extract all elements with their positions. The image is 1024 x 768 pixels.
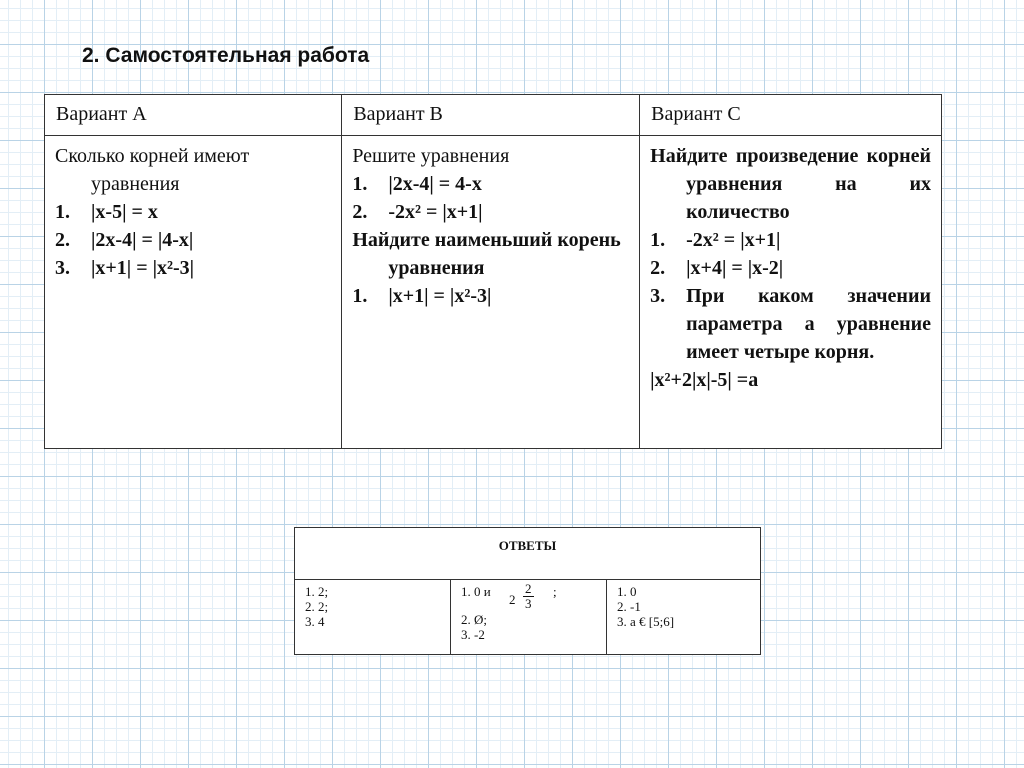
variants-header-row <box>45 95 942 136</box>
variant-b-intro: Решите уравнения <box>352 145 510 167</box>
variant-a-equations <box>55 198 331 282</box>
fraction: $\frac{2}{3}$ <box>525 581 532 611</box>
answer-line: 1. 2; <box>305 584 329 599</box>
variants-body-row <box>45 136 942 449</box>
variants-table <box>44 94 942 449</box>
answer-line: 2. Ø; <box>461 612 487 627</box>
answers-header-row <box>295 528 761 580</box>
answer-line: 1. 0 и 2 $\frac{2}{3}$ ; <box>461 581 557 611</box>
equation-item: 2. |x+4| = |x-2| <box>650 257 784 279</box>
answers-body-row <box>295 580 761 655</box>
answers-variant-c <box>607 580 761 655</box>
variant-b-intro2: Найдите наименьший корень уравнения <box>352 229 621 279</box>
variant-c-header: Вариант С <box>640 95 942 136</box>
variant-b-content <box>342 136 640 449</box>
equation-item: 1. |2x-4| = 4-x <box>352 173 482 195</box>
variant-a-header: Вариант А <box>45 95 342 136</box>
answer-line: 2. -1 <box>617 599 641 614</box>
variant-b-equations <box>352 170 629 226</box>
variant-c-equations <box>650 226 931 366</box>
variant-a-content <box>45 136 342 449</box>
answers-header: ОТВЕТЫ <box>295 528 761 580</box>
variant-b-header: Вариант В <box>342 95 640 136</box>
equation-item: 2. -2x² = |x+1| <box>352 201 483 223</box>
equation-item: 3. |x+1| = |x²-3| <box>55 257 195 279</box>
page-title: 2. Самостоятельная работа <box>82 44 370 67</box>
variant-b-equations2 <box>352 282 629 310</box>
variant-a-intro: Сколько корней имеют уравнения <box>55 145 250 195</box>
variant-c-final-equation: |x²+2|x|-5| =a <box>650 369 759 391</box>
answers-variant-b <box>451 580 607 655</box>
fraction-whole: 2 <box>509 592 516 607</box>
equation-item: 3. При каком значении параметра а уравнение имеет четыре корня. <box>650 285 931 363</box>
answer-line: 3. 4 <box>305 614 325 629</box>
answer-line: 2. 2; <box>305 599 329 614</box>
equation-item: 1. -2x² = |x+1| <box>650 229 781 251</box>
equation-item: 1. |x+1| = |x²-3| <box>352 285 492 307</box>
answers-table <box>294 527 761 655</box>
equation-item: 2. |2x-4| = |4-x| <box>55 229 194 251</box>
variant-c-content <box>640 136 942 449</box>
answer-line: 3. a € [5;6] <box>617 614 675 629</box>
answer-line: 3. -2 <box>461 627 485 642</box>
answer-line: 1. 0 <box>617 584 637 599</box>
answers-variant-a <box>295 580 451 655</box>
variant-c-intro: Найдите произведение корней уравнения на их количество <box>650 145 931 223</box>
equation-item: 1. |x-5| = x <box>55 201 158 223</box>
